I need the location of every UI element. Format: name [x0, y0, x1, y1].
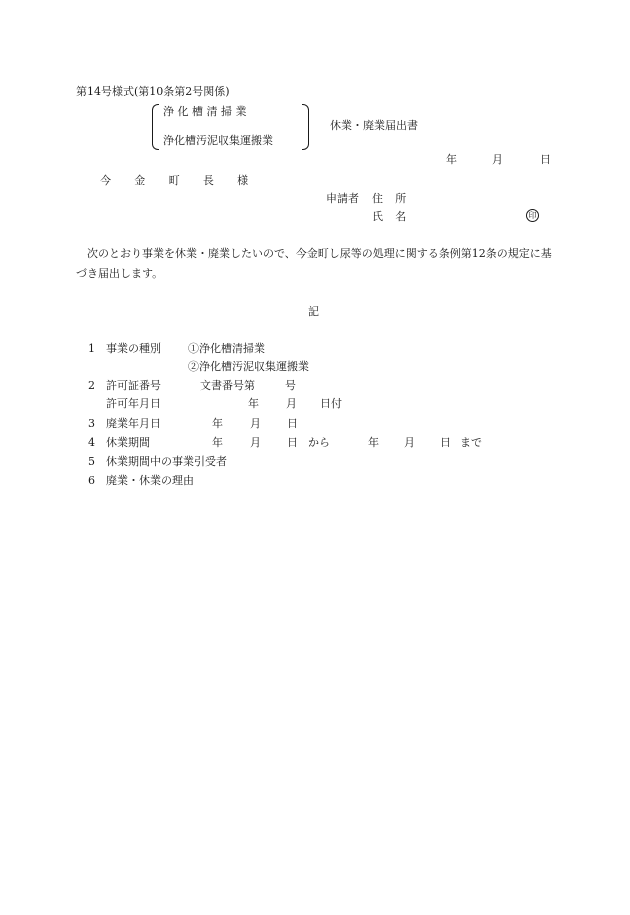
- item-3-day: 日: [287, 417, 298, 430]
- item-4-year: 年: [212, 436, 223, 449]
- item-4-year-2: 年: [368, 436, 379, 449]
- ki-heading: 記: [308, 305, 319, 318]
- item-4-month: 月: [250, 436, 261, 449]
- date-month-label: 月: [492, 153, 503, 166]
- item-3-year: 年: [212, 417, 223, 430]
- form-number: 第14号様式(第10条第2号関係): [76, 85, 230, 98]
- left-bracket: [152, 104, 159, 150]
- right-bracket: [302, 104, 309, 150]
- item-2-doc-number: 文書番号第: [200, 379, 255, 392]
- address-label: 住 所: [372, 192, 411, 205]
- item-1-label: 事業の種別: [106, 342, 161, 355]
- item-3-number: 3: [88, 417, 95, 430]
- item-1-option-1: ①浄化槽清掃業: [188, 342, 265, 355]
- item-2-day: 日付: [320, 397, 342, 410]
- item-3-label: 廃業年月日: [106, 417, 161, 430]
- body-text: 次のとおり事業を休業・廃業したいので、今金町し尿等の処理に関する条例第12条の規定に基づき届出します。: [76, 247, 552, 280]
- addressee: 今 金 町 長 様: [100, 174, 259, 187]
- item-4-from: から: [308, 436, 330, 449]
- item-2-month: 月: [286, 397, 297, 410]
- item-2-go: 号: [285, 379, 296, 392]
- form-title: 休業・廃業届出書: [330, 119, 418, 132]
- item-6-number: 6: [88, 474, 95, 487]
- applicant-label: 申請者: [326, 192, 359, 205]
- business-type-1: 浄 化 槽 清 掃 業: [163, 105, 247, 118]
- date-day-label: 日: [540, 153, 551, 166]
- item-2-number: 2: [88, 379, 95, 392]
- item-2-date-label: 許可年月日: [106, 397, 161, 410]
- item-1-number: 1: [88, 342, 95, 355]
- item-3-month: 月: [250, 417, 261, 430]
- item-4-month-2: 月: [404, 436, 415, 449]
- item-1-option-2: ②浄化槽汚泥収集運搬業: [188, 360, 309, 373]
- seal-mark: 印: [526, 209, 539, 222]
- item-5-label: 休業期間中の事業引受者: [106, 455, 227, 468]
- item-4-label: 休業期間: [106, 436, 150, 449]
- business-type-2: 浄化槽汚泥収集運搬業: [163, 134, 273, 147]
- item-4-number: 4: [88, 436, 95, 449]
- date-year-label: 年: [446, 153, 457, 166]
- item-6-label: 廃業・休業の理由: [106, 474, 194, 487]
- item-2-label: 許可証番号: [106, 379, 161, 392]
- item-5-number: 5: [88, 455, 95, 468]
- item-4-day-2: 日: [440, 436, 451, 449]
- name-label: 氏 名: [372, 210, 411, 223]
- item-4-day: 日: [287, 436, 298, 449]
- item-2-year: 年: [248, 397, 259, 410]
- item-4-to: まで: [460, 436, 482, 449]
